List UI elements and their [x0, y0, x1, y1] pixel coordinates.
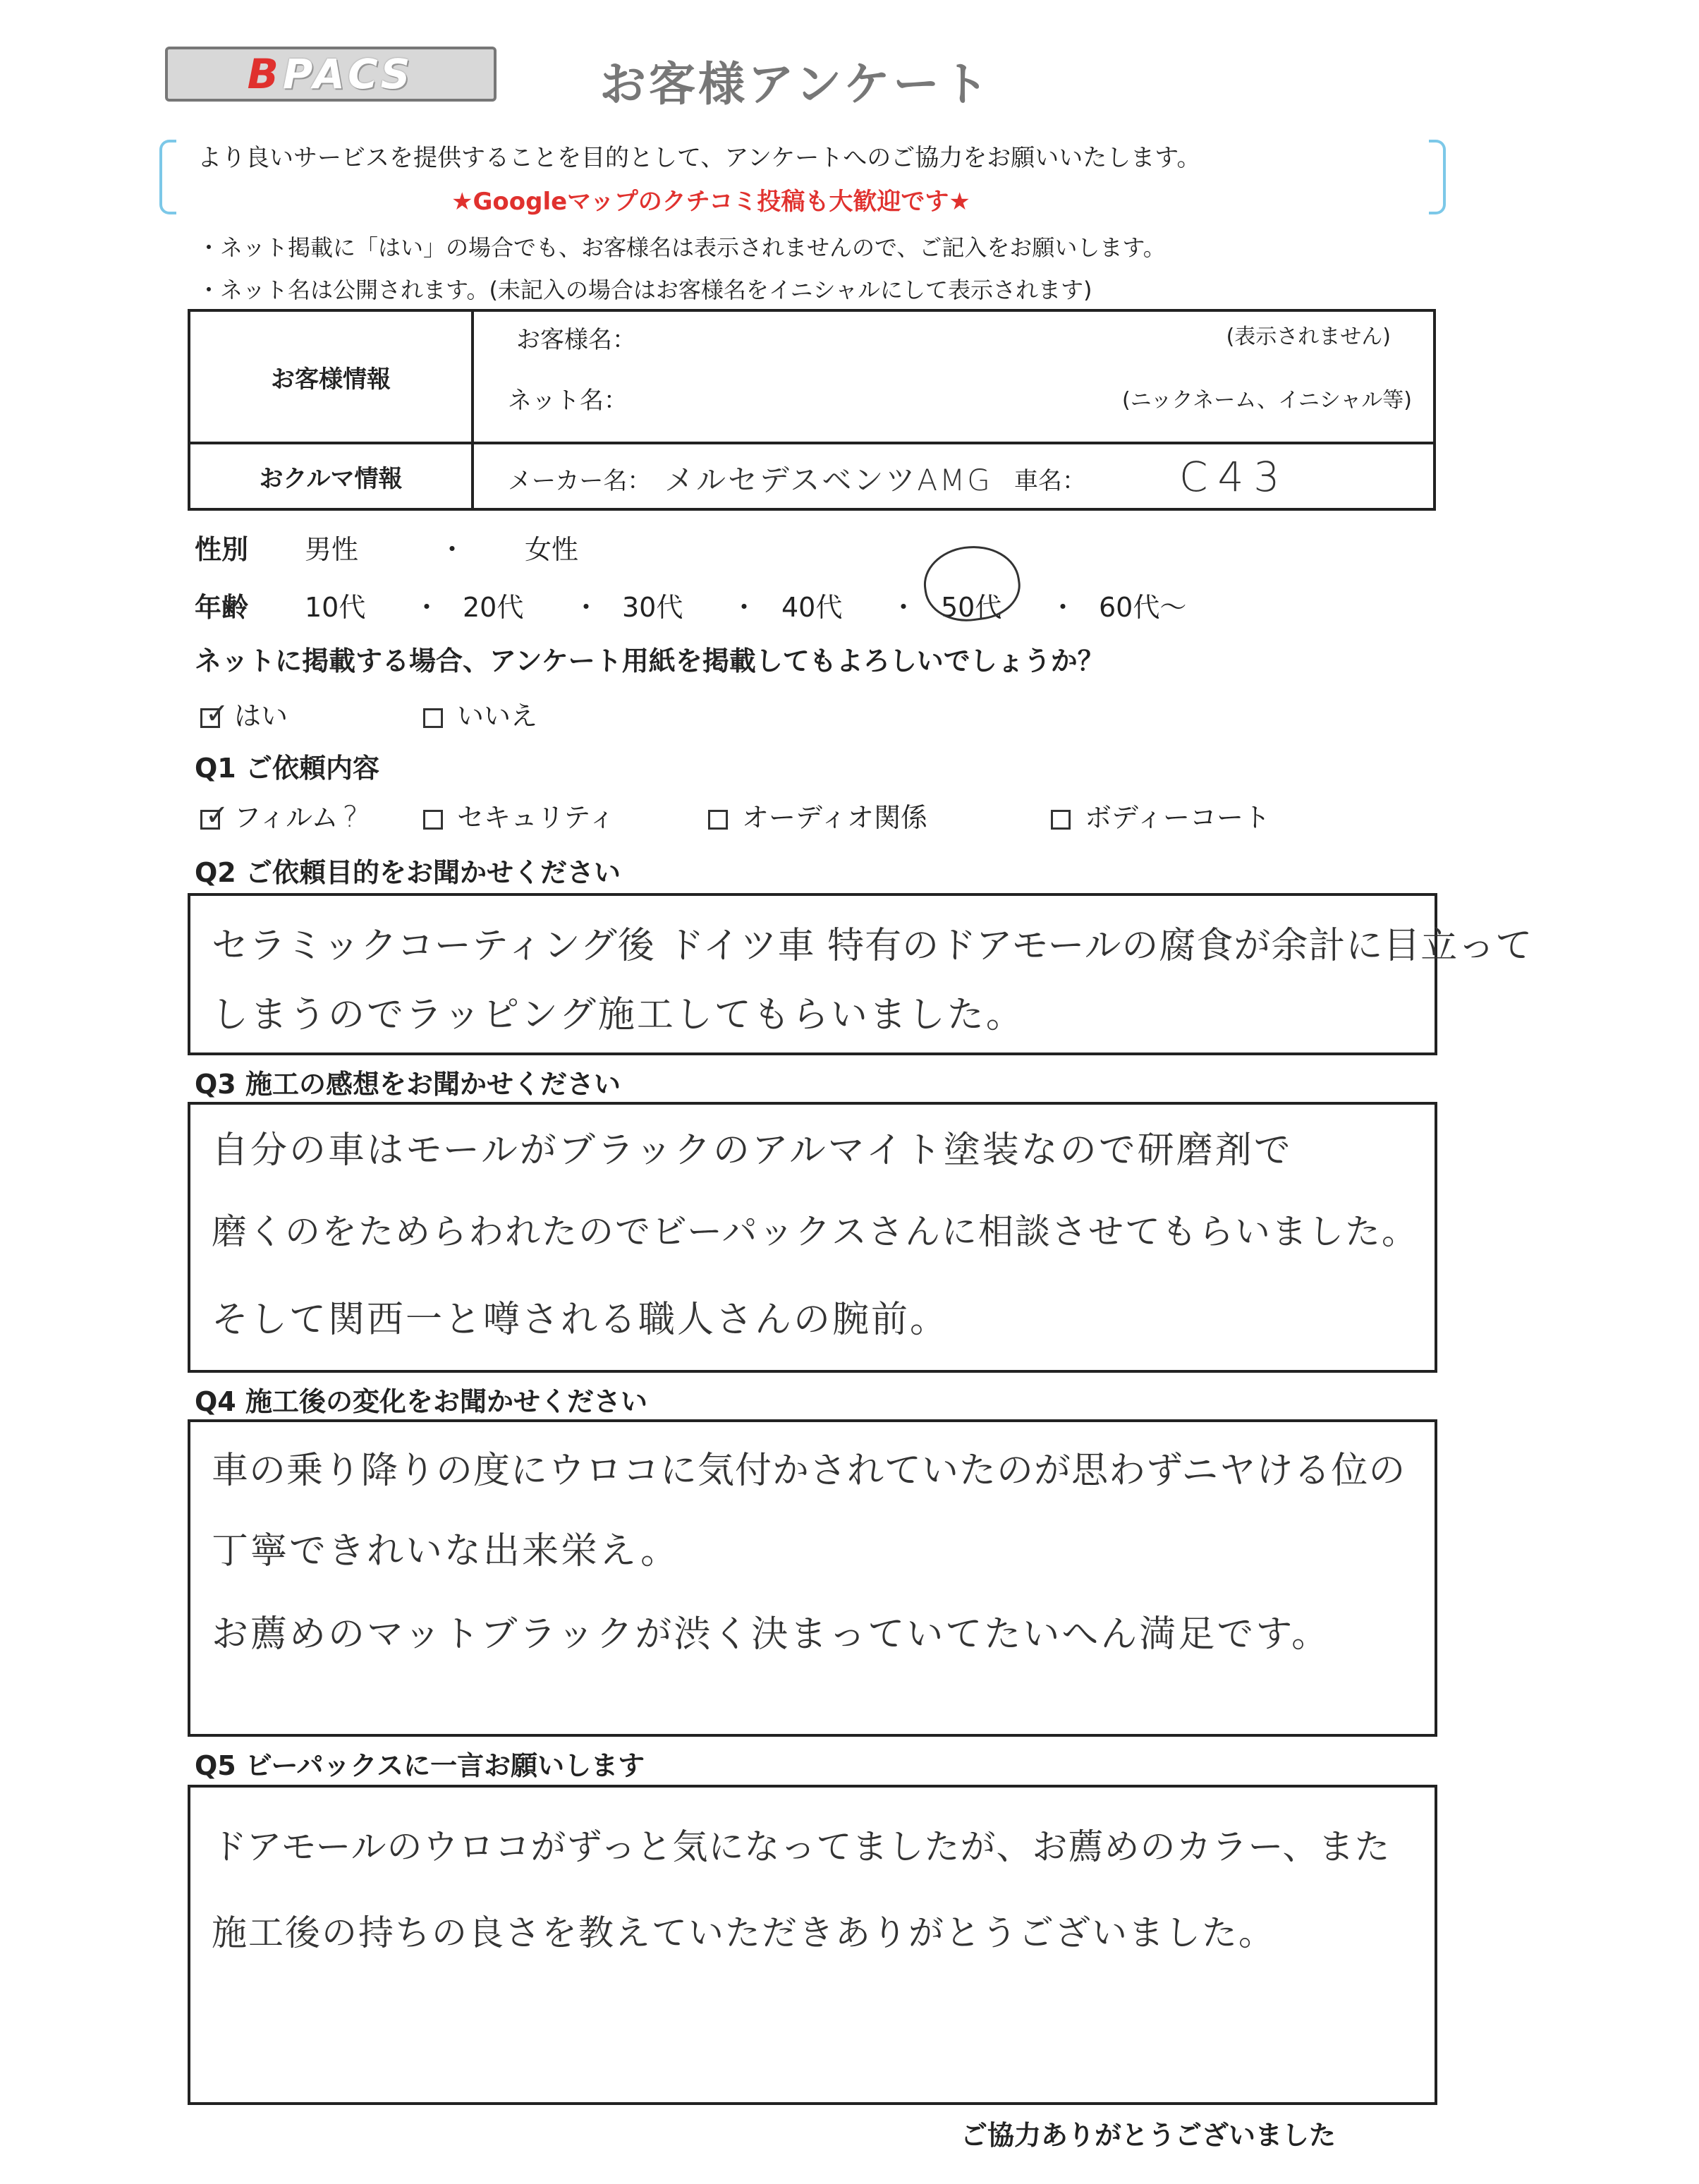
- q5-title: Q5 ビーパックスに一言お願いします: [195, 1750, 645, 1781]
- customer-name-label: お客様名：: [516, 326, 636, 354]
- age-option-60s[interactable]: 60代〜: [1099, 592, 1187, 623]
- bpacs-logo: B PACS: [165, 47, 497, 102]
- q4-answer-line: お薦めのマットブラックが渋く決まっていてたいへん満足です。: [212, 1613, 1331, 1656]
- q4-title: Q4 施工後の変化をお聞かせください: [195, 1386, 647, 1417]
- q1-bodycoat-checkbox[interactable]: [1051, 810, 1071, 830]
- q1-film-checkbox[interactable]: ✓: [200, 810, 220, 830]
- google-review-banner: ★Googleマップのクチコミ投稿も大歓迎です★: [451, 188, 970, 216]
- customer-info-header: お客様情報: [189, 310, 473, 443]
- q1-title: Q1 ご依頼内容: [195, 753, 379, 784]
- gender-option-female[interactable]: 女性: [525, 534, 579, 565]
- publish-no-checkbox[interactable]: [423, 708, 443, 728]
- publish-no-label: いいえ: [457, 700, 538, 732]
- selected-circle-mark: [919, 540, 1024, 627]
- info-table: [188, 309, 1436, 511]
- q4-answer-line: 車の乗り降りの度にウロコに気付かされていたのが思わずニヤける位の: [212, 1450, 1406, 1492]
- maker-value: メルセデスベンツAMG: [664, 463, 992, 497]
- q2-answer-line: セラミックコーティング後 ドイツ車 特有のドアモールの腐食が余計に目立って: [212, 925, 1533, 967]
- q2-answer-box[interactable]: [188, 893, 1533, 1055]
- q3-answer-line: 自分の車はモールがブラックのアルマイト塗装なので研磨剤で: [212, 1129, 1293, 1172]
- q1-film-label: フィルム: [234, 802, 339, 833]
- page-title: お客様アンケート: [599, 57, 992, 111]
- q2-title: Q2 ご依頼目的をお聞かせください: [195, 857, 621, 888]
- age-option-30s[interactable]: 30代: [622, 592, 683, 623]
- q4-answer-line: 丁寧できれいな出来栄え。: [212, 1530, 680, 1572]
- q1-option-audio[interactable]: [708, 796, 927, 835]
- logo-text: PACS: [282, 50, 415, 98]
- maker-label: メーカー名：: [508, 467, 652, 495]
- gender-option-male[interactable]: 男性: [305, 534, 359, 565]
- q1-option-security[interactable]: [423, 796, 615, 835]
- car-name-value: C43: [1179, 453, 1290, 501]
- q3-answer-line: 磨くのをためらわれたのでビーパックスさんに相談させてもらいました。: [212, 1211, 1418, 1252]
- age-separator: ・: [731, 592, 758, 623]
- gender-label: 性別: [195, 534, 249, 565]
- q1-handwritten-mark: ?: [342, 799, 360, 834]
- q3-answer-line: そして関西一と噂される職人さんの腕前。: [212, 1299, 949, 1341]
- intro-text: より良いサービスを提供することを目的として、アンケートへのご協力をお願いいたします。: [197, 144, 1201, 172]
- q2-answer-line: しまうのでラッピング施工してもらいました。: [212, 994, 1025, 1036]
- q1-option-bodycoat[interactable]: [1051, 796, 1270, 835]
- q1-bodycoat-label: ボディーコート: [1085, 802, 1270, 833]
- publish-no[interactable]: [423, 694, 537, 733]
- customer-name-note: (表示されません): [1226, 324, 1391, 349]
- note-2: ・ネット名は公開されます。(未記入の場合はお客様名をイニシャルにして表示されます): [197, 277, 1092, 303]
- age-option-50s[interactable]: 50代: [941, 592, 1002, 623]
- q3-answer-box[interactable]: [188, 1102, 1437, 1373]
- q1-security-label: セキュリティ: [457, 802, 616, 833]
- customer-info-cell: [473, 310, 1435, 443]
- age-option-10s[interactable]: 10代: [305, 592, 366, 623]
- gender-separator: ・: [439, 534, 466, 565]
- publish-yes[interactable]: [200, 694, 288, 733]
- q5-answer-line: ドアモールのウロコがずっと気になってましたが、お薦めのカラー、また: [212, 1826, 1391, 1867]
- age-option-20s[interactable]: 20代: [463, 592, 524, 623]
- net-name-note: (ニックネーム、イニシャル等): [1121, 388, 1412, 413]
- car-name-label: 車名：: [1014, 467, 1086, 495]
- age-separator: ・: [890, 592, 918, 623]
- publish-question: ネットに掲載する場合、アンケート用紙を掲載してもよろしいでしょうか？: [195, 645, 1104, 677]
- q4-answer-box[interactable]: [188, 1419, 1437, 1737]
- footer-thanks: ご協力ありがとうございました: [961, 2120, 1336, 2151]
- publish-yes-label: はい: [234, 700, 288, 732]
- q5-answer-line: 施工後の持ちの良さを教えていただきありがとうございました。: [212, 1912, 1275, 1953]
- age-separator: ・: [413, 592, 441, 623]
- age-separator: ・: [1049, 592, 1077, 623]
- q3-title: Q3 施工の感想をお聞かせください: [195, 1069, 621, 1100]
- age-label: 年齢: [195, 592, 249, 623]
- publish-yes-checkbox[interactable]: ✓: [200, 708, 220, 728]
- age-option-40s[interactable]: 40代: [781, 592, 843, 623]
- car-info-cell: [473, 443, 1435, 509]
- age-separator: ・: [573, 592, 600, 623]
- note-1: ・ネット掲載に「はい」の場合でも、お客様名は表示されませんので、ご記入をお願いします。: [197, 234, 1166, 261]
- q1-security-checkbox[interactable]: [423, 810, 443, 830]
- q5-answer-box[interactable]: [188, 1785, 1437, 2105]
- q1-audio-checkbox[interactable]: [708, 810, 728, 830]
- net-name-label: ネット名：: [508, 387, 628, 415]
- q1-audio-label: オーディオ関係: [742, 802, 927, 833]
- car-info-header: おクルマ情報: [189, 443, 473, 509]
- q1-option-film[interactable]: [200, 796, 360, 835]
